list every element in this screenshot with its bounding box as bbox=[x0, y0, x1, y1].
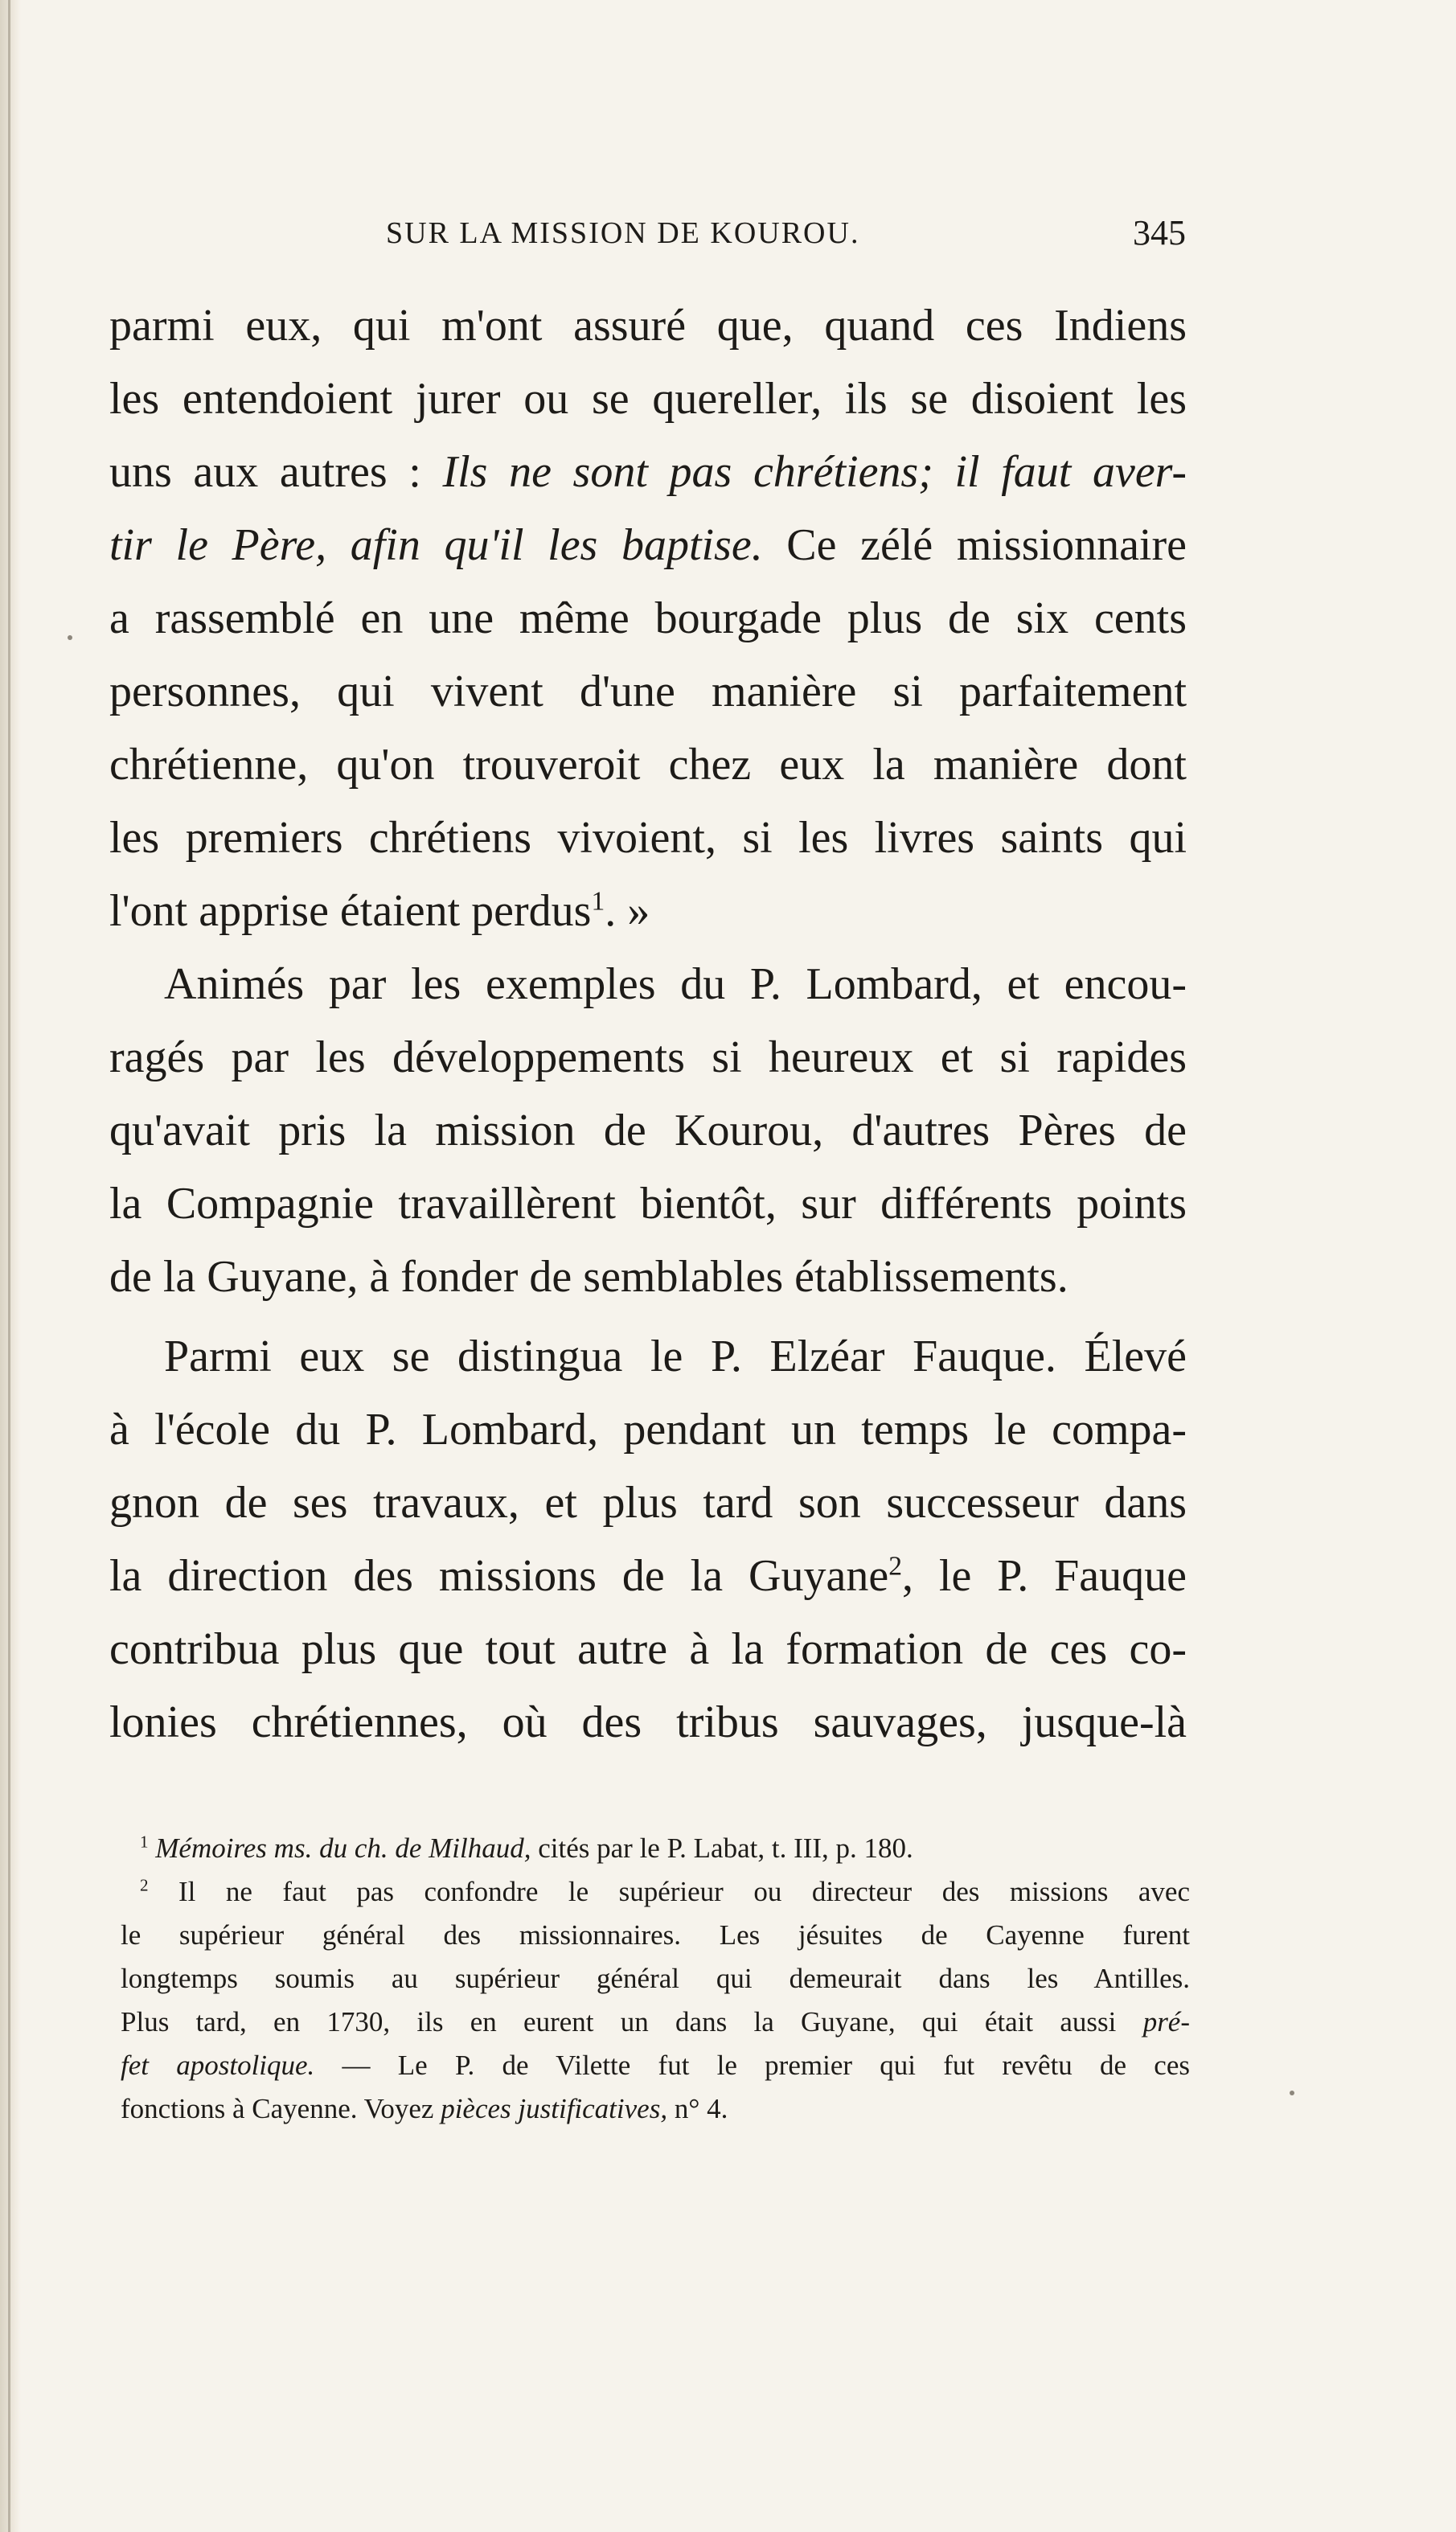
text-line: de la Guyane, à fonder de semblables établissements. bbox=[109, 1252, 1068, 1302]
footnote-ref: 2 bbox=[888, 1551, 902, 1582]
page-number: 345 bbox=[1133, 213, 1186, 252]
text-line: ragés par les développements si heureux et si rapides bbox=[109, 1032, 1187, 1082]
binding-shadow bbox=[8, 0, 10, 2532]
footnote-number: 1 bbox=[140, 1832, 149, 1852]
body-text bbox=[109, 289, 1187, 1759]
text-line: lonies chrétiennes, où des tribus sauvages, jusque-là bbox=[109, 1697, 1187, 1747]
text-line: gnon de ses travaux, et plus tard son successeur dans bbox=[109, 1478, 1187, 1528]
text-line: uns aux autres : Ils ne sont pas chrétiens; il faut aver- bbox=[109, 447, 1187, 497]
footnote-line: fonctions à Cayenne. Voyez pièces justificatives, n° 4. bbox=[121, 2093, 728, 2124]
text-line: les entendoient jurer ou se quereller, ils se disoient les bbox=[109, 374, 1187, 424]
running-head bbox=[121, 215, 1186, 264]
footnote-line: longtemps soumis au supérieur général qui demeurait dans les Antilles. bbox=[121, 1963, 1190, 1994]
footnotes bbox=[121, 1827, 1190, 2131]
text-line: contribua plus que tout autre à la formation de ces co- bbox=[109, 1624, 1187, 1674]
text-line: personnes, qui vivent d'une manière si parfaitement bbox=[109, 667, 1187, 716]
running-title: SUR LA MISSION DE KOUROU. bbox=[386, 216, 860, 250]
footnote-line: le supérieur général des missionnaires. Les jésuites de Cayenne furent bbox=[121, 1919, 1190, 1951]
footnote-number: 2 bbox=[140, 1875, 149, 1895]
italic-quote: Ils ne sont pas chrétiens; il faut aver- bbox=[442, 447, 1187, 497]
footnote: $^1$ Mémoires ms. du ch. de Milhaud, cités par le P. Labat, t. III, p. 180. bbox=[140, 1832, 913, 1864]
page-edge bbox=[0, 0, 21, 2532]
italic-quote: tir le Père, afin qu'il les baptise. bbox=[109, 520, 763, 570]
paragraph-start: Parmi eux se distingua le P. Elzéar Fauque. Élevé bbox=[164, 1332, 1187, 1381]
footnote-line: Plus tard, en 1730, ils en eurent un dans la Guyane, qui était aussi pré- bbox=[121, 2006, 1190, 2038]
text-line: a rassemblé en une même bourgade plus de six cents bbox=[109, 593, 1187, 643]
paper-speck bbox=[1290, 2091, 1294, 2095]
paper-speck bbox=[68, 635, 72, 640]
text-line: les premiers chrétiens vivoient, si les livres saints qui bbox=[109, 813, 1187, 863]
text-line: la Compagnie travaillèrent bientôt, sur différents points bbox=[109, 1179, 1187, 1229]
paragraph-start: Animés par les exemples du P. Lombard, et encou- bbox=[164, 959, 1187, 1009]
footnote-line: fet apostolique. — Le P. de Vilette fut le premier qui fut revêtu de ces bbox=[121, 2050, 1190, 2081]
text-line: l'ont apprise étaient perdus$^1$. » bbox=[109, 886, 650, 936]
text-line: qu'avait pris la mission de Kourou, d'autres Pères de bbox=[109, 1106, 1187, 1155]
text-line: la direction des missions de la Guyane$^2$, le P. Fauque bbox=[109, 1551, 1187, 1601]
text-line: à l'école du P. Lombard, pendant un temps le compa- bbox=[109, 1405, 1187, 1455]
footnote: $^2$ Il ne faut pas confondre le supérieur ou directeur des missions avec bbox=[140, 1875, 1190, 1907]
text-line: chrétienne, qu'on trouveroit chez eux la manière dont bbox=[109, 740, 1187, 790]
text-line: parmi eux, qui m'ont assuré que, quand ces Indiens bbox=[109, 301, 1187, 351]
footnote-ref: 1 bbox=[591, 886, 605, 917]
text-line: tir le Père, afin qu'il les baptise. Ce zélé missionnaire bbox=[109, 520, 1187, 570]
